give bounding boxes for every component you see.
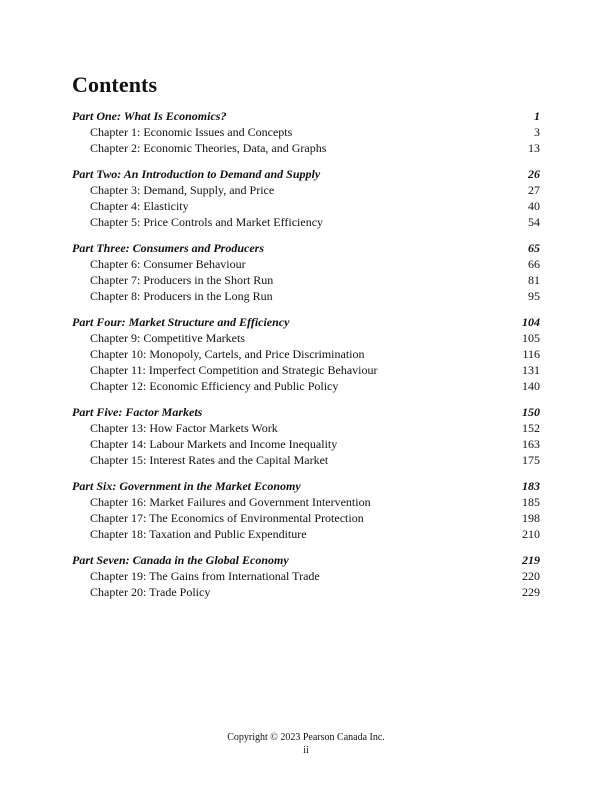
chapter-page-number: 105 xyxy=(522,331,540,345)
chapter-entry[interactable] xyxy=(72,124,540,140)
toc-part xyxy=(72,166,540,230)
chapter-title: Chapter 11: Imperfect Competition and Strategic Behaviour xyxy=(90,363,378,377)
chapter-title: Chapter 12: Economic Efficiency and Public Policy xyxy=(90,379,339,393)
chapter-title: Chapter 14: Labour Markets and Income Inequality xyxy=(90,437,338,451)
toc-part xyxy=(72,240,540,304)
part-page-number: 183 xyxy=(522,479,540,493)
part-entry[interactable] xyxy=(72,240,540,256)
chapter-entry[interactable] xyxy=(72,182,540,198)
chapter-title: Chapter 2: Economic Theories, Data, and Graphs xyxy=(90,141,327,155)
chapter-entry[interactable] xyxy=(72,288,540,304)
copyright-notice: Copyright © 2023 Pearson Canada Inc. xyxy=(227,732,385,743)
part-title: Part Two: An Introduction to Demand and Supply xyxy=(72,167,321,181)
chapter-title: Chapter 19: The Gains from International Trade xyxy=(90,569,320,583)
chapter-page-number: 210 xyxy=(522,527,540,541)
chapter-entry[interactable] xyxy=(72,584,540,600)
chapter-page-number: 13 xyxy=(528,141,540,155)
chapter-title: Chapter 20: Trade Policy xyxy=(90,585,211,599)
chapter-entry[interactable] xyxy=(72,256,540,272)
chapter-title: Chapter 1: Economic Issues and Concepts xyxy=(90,125,293,139)
part-title: Part One: What Is Economics? xyxy=(72,109,227,123)
table-of-contents xyxy=(72,108,540,610)
chapter-title: Chapter 17: The Economics of Environmental Protection xyxy=(90,511,364,525)
chapter-page-number: 54 xyxy=(528,215,540,229)
part-page-number: 219 xyxy=(522,553,540,567)
chapter-title: Chapter 18: Taxation and Public Expenditure xyxy=(90,527,307,541)
part-title: Part Three: Consumers and Producers xyxy=(72,241,265,255)
part-entry[interactable] xyxy=(72,166,540,182)
chapter-title: Chapter 10: Monopoly, Cartels, and Price Discrimination xyxy=(90,347,365,361)
chapter-page-number: 220 xyxy=(522,569,540,583)
part-page-number: 1 xyxy=(534,109,540,123)
chapter-entry[interactable] xyxy=(72,510,540,526)
chapter-page-number: 95 xyxy=(528,289,540,303)
part-entry[interactable] xyxy=(72,552,540,568)
page-footer xyxy=(0,731,612,757)
chapter-page-number: 229 xyxy=(522,585,540,599)
chapter-entry[interactable] xyxy=(72,436,540,452)
chapter-entry[interactable] xyxy=(72,140,540,156)
chapter-page-number: 40 xyxy=(528,199,540,213)
chapter-title: Chapter 15: Interest Rates and the Capital Market xyxy=(90,453,329,467)
chapter-title: Chapter 6: Consumer Behaviour xyxy=(90,257,246,271)
chapter-page-number: 3 xyxy=(534,125,540,139)
chapter-page-number: 27 xyxy=(528,183,540,197)
part-page-number: 26 xyxy=(528,167,540,181)
chapter-title: Chapter 5: Price Controls and Market Efficiency xyxy=(90,215,324,229)
chapter-page-number: 116 xyxy=(522,347,540,361)
chapter-entry[interactable] xyxy=(72,272,540,288)
chapter-entry[interactable] xyxy=(72,378,540,394)
toc-part xyxy=(72,478,540,542)
page-number: ii xyxy=(303,745,309,756)
chapter-entry[interactable] xyxy=(72,198,540,214)
chapter-page-number: 81 xyxy=(528,273,540,287)
chapter-entry[interactable] xyxy=(72,568,540,584)
chapter-entry[interactable] xyxy=(72,214,540,230)
part-title: Part Seven: Canada in the Global Economy xyxy=(72,553,289,567)
chapter-title: Chapter 9: Competitive Markets xyxy=(90,331,245,345)
part-title: Part Six: Government in the Market Economy xyxy=(72,479,301,493)
chapter-page-number: 131 xyxy=(522,363,540,377)
chapter-page-number: 66 xyxy=(528,257,540,271)
chapter-title: Chapter 16: Market Failures and Government Intervention xyxy=(90,495,371,509)
page-title: Contents xyxy=(72,72,158,97)
part-entry[interactable] xyxy=(72,108,540,124)
chapter-title: Chapter 4: Elasticity xyxy=(90,199,189,213)
chapter-entry[interactable] xyxy=(72,452,540,468)
toc-part xyxy=(72,314,540,394)
chapter-title: Chapter 7: Producers in the Short Run xyxy=(90,273,274,287)
chapter-entry[interactable] xyxy=(72,362,540,378)
chapter-title: Chapter 13: How Factor Markets Work xyxy=(90,421,278,435)
chapter-page-number: 152 xyxy=(522,421,540,435)
toc-part xyxy=(72,552,540,600)
chapter-page-number: 198 xyxy=(522,511,540,525)
part-page-number: 104 xyxy=(522,315,540,329)
toc-part xyxy=(72,108,540,156)
part-entry[interactable] xyxy=(72,404,540,420)
chapter-page-number: 140 xyxy=(522,379,540,393)
part-title: Part Four: Market Structure and Efficiency xyxy=(72,315,290,329)
chapter-entry[interactable] xyxy=(72,330,540,346)
toc-part xyxy=(72,404,540,468)
chapter-entry[interactable] xyxy=(72,494,540,510)
chapter-entry[interactable] xyxy=(72,526,540,542)
chapter-entry[interactable] xyxy=(72,420,540,436)
chapter-entry[interactable] xyxy=(72,346,540,362)
part-entry[interactable] xyxy=(72,314,540,330)
part-page-number: 150 xyxy=(522,405,540,419)
chapter-page-number: 163 xyxy=(522,437,540,451)
chapter-title: Chapter 8: Producers in the Long Run xyxy=(90,289,273,303)
chapter-page-number: 175 xyxy=(522,453,540,467)
part-title: Part Five: Factor Markets xyxy=(72,405,203,419)
chapter-title: Chapter 3: Demand, Supply, and Price xyxy=(90,183,275,197)
chapter-page-number: 185 xyxy=(522,495,540,509)
part-entry[interactable] xyxy=(72,478,540,494)
part-page-number: 65 xyxy=(528,241,540,255)
